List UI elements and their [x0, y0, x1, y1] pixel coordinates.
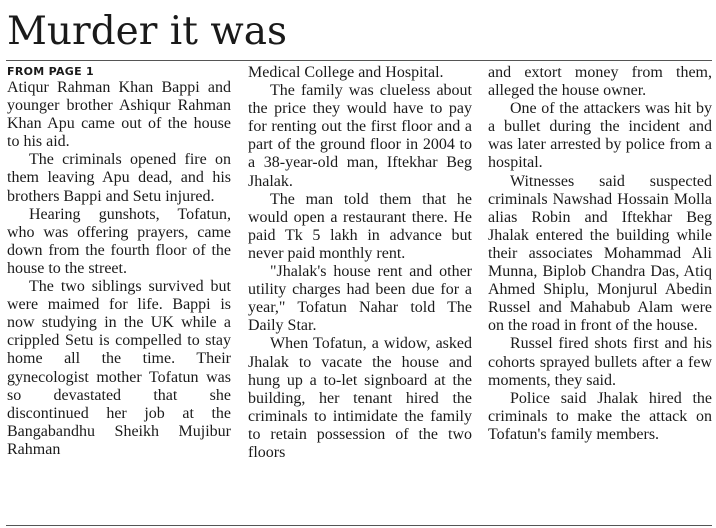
paragraph: The two siblings survived but were maimed for life. Bappi is now studying in the UK while a crippled Setu is compelled to stay home all the time. Their gynecologist mother Tofatun was so devastated that she discontinued her job at the Bangabandhu Sheikh Mujibur Rahman — [7, 278, 231, 458]
kicker: FROM PAGE 1 — [7, 65, 95, 78]
paragraph: The family was clueless about the price they would have to pay for renting out the first floor and a part of the ground floor in 2004 to a 38-year-old man, Iftekhar Beg Jhalak. — [248, 82, 472, 190]
article-column-3 — [488, 64, 712, 520]
headline: Murder it was — [7, 9, 287, 54]
paragraph: Witnesses said suspected criminals Nawshad Hossain Molla alias Robin and Iftekhar Beg Jhalak entered the building while their associates Mohammad Ali Munna, Biplob Chandra Das, Atiq Ahmed Shiplu, Monjurul Abedin Russel and Mahabub Alam were on the road in front of the house. — [488, 172, 712, 335]
headline-rule — [6, 60, 712, 61]
paragraph: The criminals opened fire on them leaving Apu dead, and his brothers Bappi and Setu injured. — [7, 151, 231, 205]
paragraph: Atiqur Rahman Khan Bappi and younger brother Ashiqur Rahman Khan Apu came out of the house to his aid. — [7, 79, 231, 151]
paragraph: "Jhalak's house rent and other utility charges had been due for a year," Tofatun Nahar told The Daily Star. — [248, 263, 472, 335]
paragraph: Russel fired shots first and his cohorts sprayed bullets after a few moments, they said. — [488, 335, 712, 389]
article-column-2 — [248, 64, 472, 520]
paragraph: Hearing gunshots, Tofatun, who was offering prayers, came down from the fourth floor of the house to the street. — [7, 205, 231, 277]
paragraph: The man told them that he would open a restaurant there. He paid Tk 5 lakh in advance but never paid monthly rent. — [248, 190, 472, 262]
bottom-rule — [6, 525, 712, 526]
paragraph: One of the attackers was hit by a bullet during the incident and was later arrested by police from a hospital. — [488, 100, 712, 172]
paragraph: and extort money from them, alleged the house owner. — [488, 64, 712, 100]
paragraph: Police said Jhalak hired the criminals to make the attack on Tofatun's family members. — [488, 389, 712, 443]
paragraph: Medical College and Hospital. — [248, 64, 444, 81]
article-column-1 — [7, 64, 231, 520]
paragraph: When Tofatun, a widow, asked Jhalak to vacate the house and hung up a to-let signboard at the building, her tenant hired the criminals to intimidate the family to retain possession of the two floors — [248, 335, 472, 461]
